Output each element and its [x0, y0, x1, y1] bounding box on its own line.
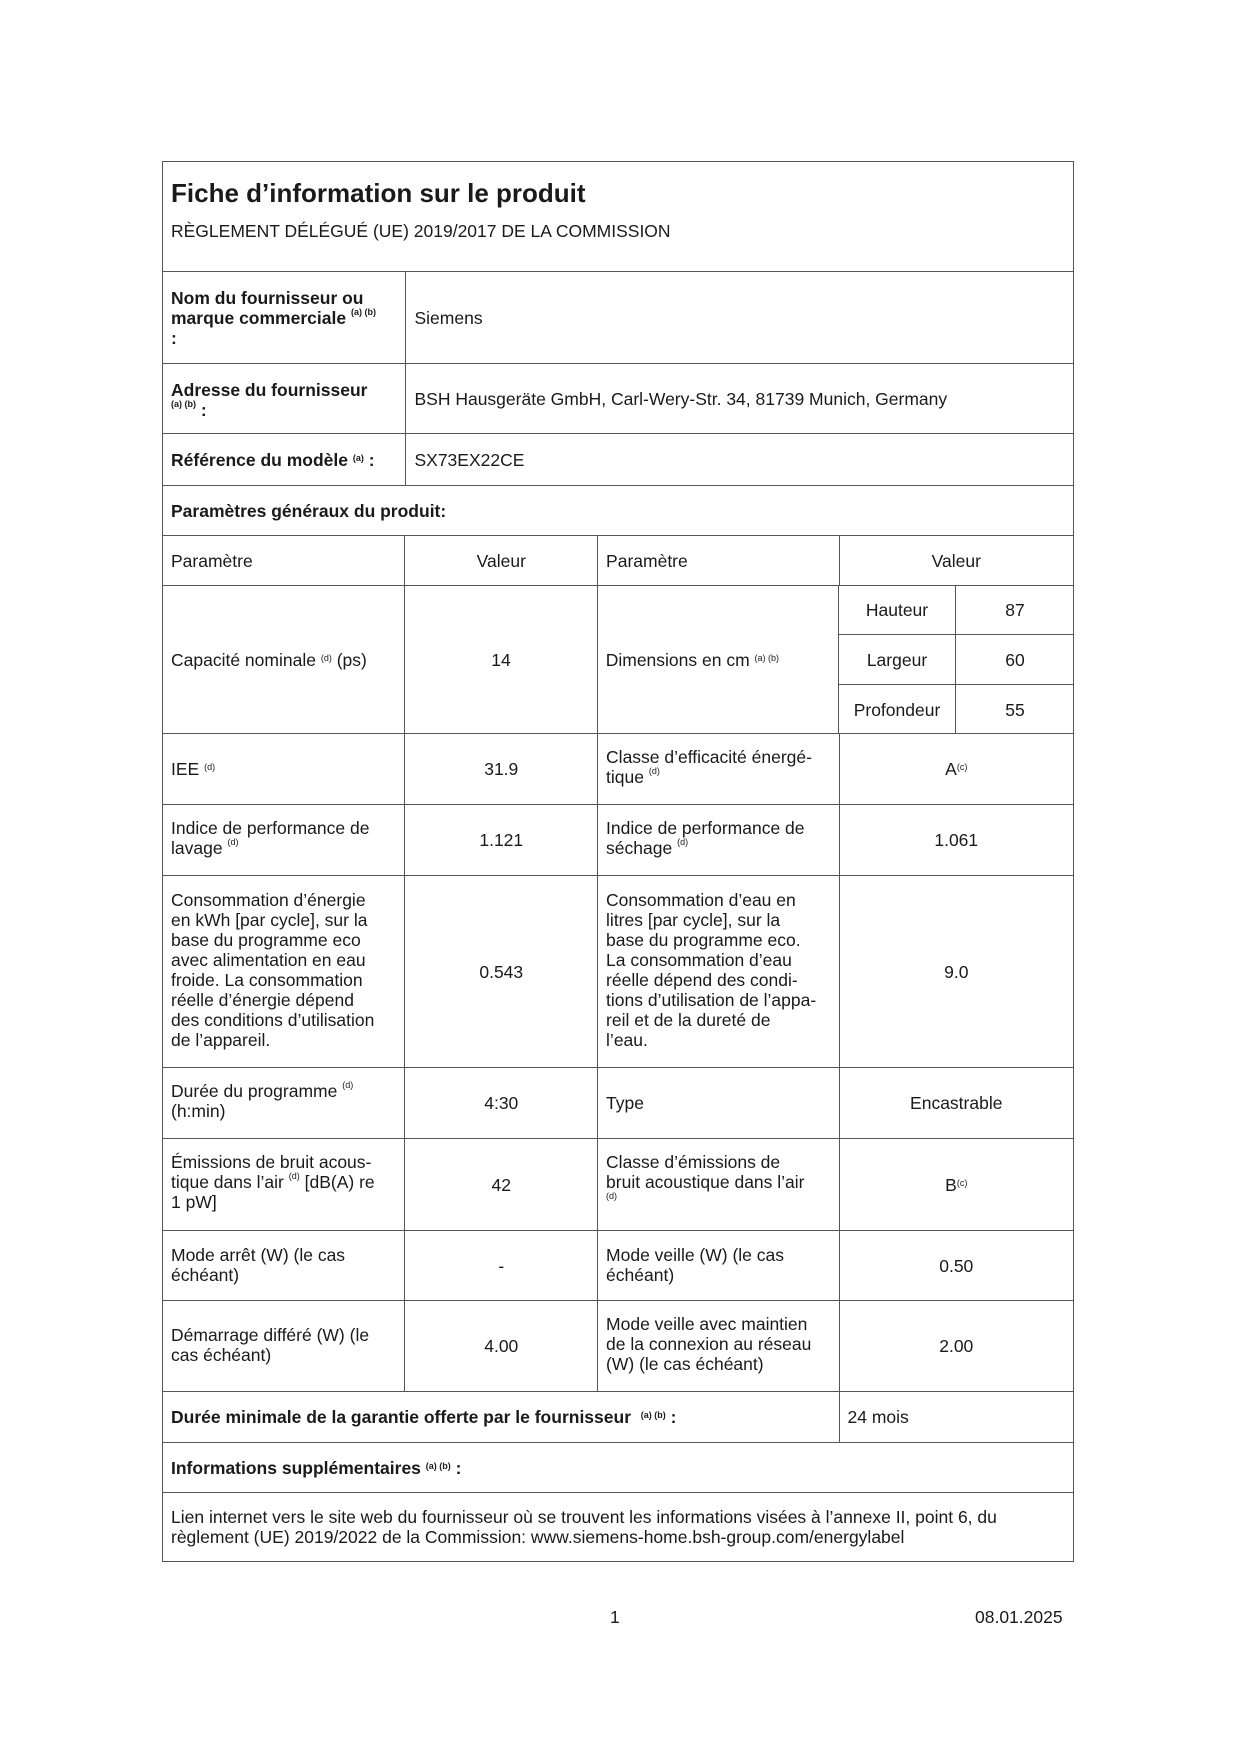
dimension-width-row [839, 634, 1074, 684]
delayed-start-label-line-2: cas échéant) [171, 1345, 272, 1365]
energy-consumption-line: avec alimentation en eau [171, 950, 366, 970]
iee-energy-class-row [162, 733, 1074, 804]
delay-network-row [162, 1300, 1074, 1391]
noise-emission-note: (d) [288, 1171, 300, 1182]
dimensions-label-text: Dimensions en cm [605, 649, 750, 670]
delayed-start-label-line-1: Démarrage différé (W) (le [171, 1325, 370, 1345]
general-parameters-heading-row [162, 485, 1074, 535]
capacity-unit: (ps) [336, 649, 367, 670]
dimension-width-label: Largeur [839, 635, 956, 684]
column-header-value-1: Valeur [404, 536, 597, 585]
dimension-height-value: 87 [1005, 599, 1025, 620]
general-parameters-heading: Paramètres généraux du produit: [171, 500, 447, 521]
off-mode-label-line-1: Mode arrêt (W) (le cas [171, 1245, 346, 1265]
program-duration-label-line-2: (h:min) [171, 1101, 226, 1121]
energy-class-note: (d) [648, 766, 660, 777]
dry-performance-label-line-2: séchage [606, 838, 673, 858]
supplier-address-value: BSH Hausgeräte GmbH, Carl-Wery-Str. 34, 81739 Munich, Germany [405, 364, 1073, 433]
supplier-address-colon: : [200, 400, 207, 420]
document-date: 08.01.2025 [975, 1607, 1063, 1627]
dimensions-grid-cell [838, 586, 1073, 733]
program-duration-label [163, 1068, 404, 1138]
performance-row [162, 804, 1074, 875]
dry-performance-label [597, 805, 838, 875]
dimension-depth-label: Profondeur [839, 685, 956, 734]
capacity-value: 14 [404, 586, 596, 733]
model-reference-colon: : [368, 449, 375, 470]
dry-performance-note: (d) [677, 837, 689, 848]
noise-emission-label [163, 1139, 404, 1230]
noise-emission-label-line-3: 1 pW] [171, 1192, 217, 1212]
noise-class-value-text: B [945, 1174, 957, 1195]
noise-emission-label-line-2b: [dB(A) re [304, 1172, 375, 1192]
supplier-name-row [162, 271, 1074, 363]
dimension-depth-value: 55 [1005, 699, 1025, 720]
column-header-value-2: Valeur [839, 536, 1073, 585]
page-title: Fiche d’information sur le produit [171, 178, 586, 208]
model-reference-row [162, 433, 1074, 485]
additional-info-colon: : [455, 1457, 462, 1478]
warranty-label: Durée minimale de la garantie offerte par le fournisseur (a) (b) : [171, 1407, 677, 1427]
page-number: 1 [610, 1607, 620, 1627]
water-consumption-line: La consommation d’eau [606, 950, 792, 970]
supplier-address-notes: (a) (b) [171, 399, 196, 410]
water-consumption-line: base du programme eco. [606, 930, 801, 950]
delayed-start-label [163, 1301, 404, 1391]
dimension-depth-row [839, 684, 1074, 734]
energy-consumption-line: Consommation d’énergie [171, 890, 366, 910]
energy-consumption-line: réelle d’énergie dépend [171, 990, 354, 1010]
noise-class-label [597, 1139, 838, 1230]
supplier-address-row [162, 363, 1074, 433]
duration-type-row [162, 1067, 1074, 1138]
wash-performance-label [163, 805, 404, 875]
water-consumption-line: Consommation d’eau en [606, 890, 796, 910]
energy-consumption-line: en kWh [par cycle], sur la [171, 910, 368, 930]
model-reference-label-text: Référence du modèle [171, 449, 348, 470]
network-standby-label-line-2: de la connexion au réseau [606, 1334, 812, 1354]
off-mode-value: - [404, 1231, 597, 1300]
noise-class-value: B (c) [839, 1139, 1073, 1230]
network-standby-value: 2.00 [839, 1301, 1073, 1391]
dry-performance-label-line-1: Indice de performance de [606, 818, 805, 838]
energy-consumption-line: de l’appareil. [171, 1030, 271, 1050]
noise-row [162, 1138, 1074, 1230]
off-mode-label-line-2: échéant) [171, 1265, 240, 1285]
water-consumption-line: l’eau. [606, 1030, 648, 1050]
network-standby-label-line-3: (W) (le cas échéant) [606, 1354, 764, 1374]
dimension-height-label: Hauteur [839, 585, 956, 634]
energy-consumption-value: 0.543 [404, 876, 597, 1067]
wash-performance-label-line-2: lavage [171, 838, 223, 858]
additional-info-label: Informations supplémentaires [171, 1457, 421, 1478]
energy-consumption-line: base du programme eco [171, 930, 361, 950]
standby-mode-label-line-1: Mode veille (W) (le cas [606, 1245, 785, 1265]
supplier-name-value: Siemens [405, 272, 1073, 363]
dimensions-label: Dimensions en cm (a) (b) [597, 586, 838, 733]
dry-performance-value: 1.061 [839, 805, 1073, 875]
energy-consumption-line: des conditions d’utilisation [171, 1010, 375, 1030]
energy-consumption-line: froide. La consommation [171, 970, 363, 990]
standby-mode-value: 0.50 [839, 1231, 1073, 1300]
off-mode-label [163, 1231, 404, 1300]
energy-class-value-text: A [945, 759, 957, 779]
energy-class-label-line-2: tique [606, 767, 644, 787]
program-duration-label-line-1: Durée du programme [171, 1081, 338, 1101]
wash-performance-label-line-1: Indice de performance de [171, 818, 370, 838]
network-standby-label [597, 1301, 838, 1391]
water-consumption-line: reil et de la dureté de [606, 1010, 771, 1030]
column-header-parameter-1: Paramètre [171, 550, 253, 571]
capacity-dimensions-row [162, 585, 1074, 733]
supplier-address-label [163, 364, 405, 433]
water-consumption-line: litres [par cycle], sur la [606, 910, 781, 930]
supplier-link-line-2: règlement (UE) 2019/2022 de la Commission: www.siemens-home.bsh-group.com/energylabel [171, 1527, 905, 1547]
standby-mode-label-line-2: échéant) [606, 1265, 675, 1285]
capacity-label: Capacité nominale (d) (ps) [171, 649, 367, 670]
regulation-line: RÈGLEMENT DÉLÉGUÉ (UE) 2019/2017 DE LA COMMISSION [171, 221, 671, 241]
warranty-value: 24 mois [839, 1392, 1074, 1442]
additional-info-heading-row [162, 1442, 1074, 1492]
program-duration-note: (d) [342, 1080, 354, 1091]
model-reference-label: Référence du modèle (a) : [171, 449, 375, 470]
supplier-link-row [162, 1492, 1074, 1562]
header-block [162, 161, 1074, 271]
noise-emission-label-line-2a: tique dans l’air [171, 1172, 284, 1192]
noise-class-note: (d) [606, 1191, 618, 1202]
delayed-start-value: 4.00 [404, 1301, 597, 1391]
iee-label: IEE (d) [171, 759, 216, 779]
model-reference-value: SX73EX22CE [405, 434, 1073, 485]
program-duration-value: 4:30 [404, 1068, 597, 1138]
supplier-name-label-text: Nom du fournisseur ou marque commerciale [171, 288, 364, 328]
capacity-label-text: Capacité nominale [171, 649, 316, 670]
standby-mode-label [597, 1231, 838, 1300]
wash-performance-note: (d) [227, 837, 239, 848]
supplier-name-colon: : [171, 328, 177, 348]
additional-info-heading: Informations supplémentaires (a) (b) : [171, 1457, 462, 1478]
water-consumption-label [597, 876, 838, 1067]
supplier-link-line-1: Lien internet vers le site web du fournisseur où se trouvent les informations visées à l’annexe II, point 6, du [171, 1507, 997, 1527]
energy-class-label [597, 734, 838, 804]
dimensions-grid [839, 585, 1074, 734]
type-value: Encastrable [839, 1068, 1073, 1138]
off-standby-row [162, 1230, 1074, 1300]
warranty-label-text: Durée minimale de la garantie offerte par le fournisseur [171, 1407, 631, 1427]
noise-class-label-line-1: Classe d’émissions de [606, 1152, 781, 1172]
energy-class-value: A (c) [839, 734, 1073, 804]
supplier-name-notes: (a) (b) [350, 307, 376, 318]
water-consumption-line: tions d’utilisation de l’appa- [606, 990, 817, 1010]
energy-class-label-line-1: Classe d’efficacité énergé- [606, 747, 812, 767]
water-consumption-value: 9.0 [839, 876, 1073, 1067]
noise-emission-label-line-1: Émissions de bruit acous- [171, 1152, 372, 1172]
water-consumption-line: réelle dépend des condi- [606, 970, 798, 990]
network-standby-label-line-1: Mode veille avec maintien [606, 1314, 808, 1334]
iee-value: 31.9 [404, 734, 597, 804]
dimension-width-value: 60 [1005, 649, 1025, 670]
wash-performance-value: 1.121 [404, 805, 597, 875]
noise-emission-value: 42 [404, 1139, 597, 1230]
energy-consumption-label [163, 876, 404, 1067]
supplier-link-text [163, 1493, 1073, 1561]
dimension-height-row [839, 585, 1074, 634]
noise-class-label-line-2: bruit acoustique dans l’air [606, 1172, 805, 1192]
consumption-row [162, 875, 1074, 1067]
warranty-row [162, 1391, 1074, 1442]
product-information-sheet [162, 161, 1074, 1562]
column-header-row [162, 535, 1074, 585]
iee-label-text: IEE [171, 759, 200, 779]
warranty-colon: : [670, 1407, 677, 1427]
column-header-parameter-2: Paramètre [597, 536, 838, 585]
type-label: Type [597, 1068, 838, 1138]
supplier-name-label [163, 272, 405, 363]
supplier-address-label-text: Adresse du fournisseur [171, 380, 368, 400]
